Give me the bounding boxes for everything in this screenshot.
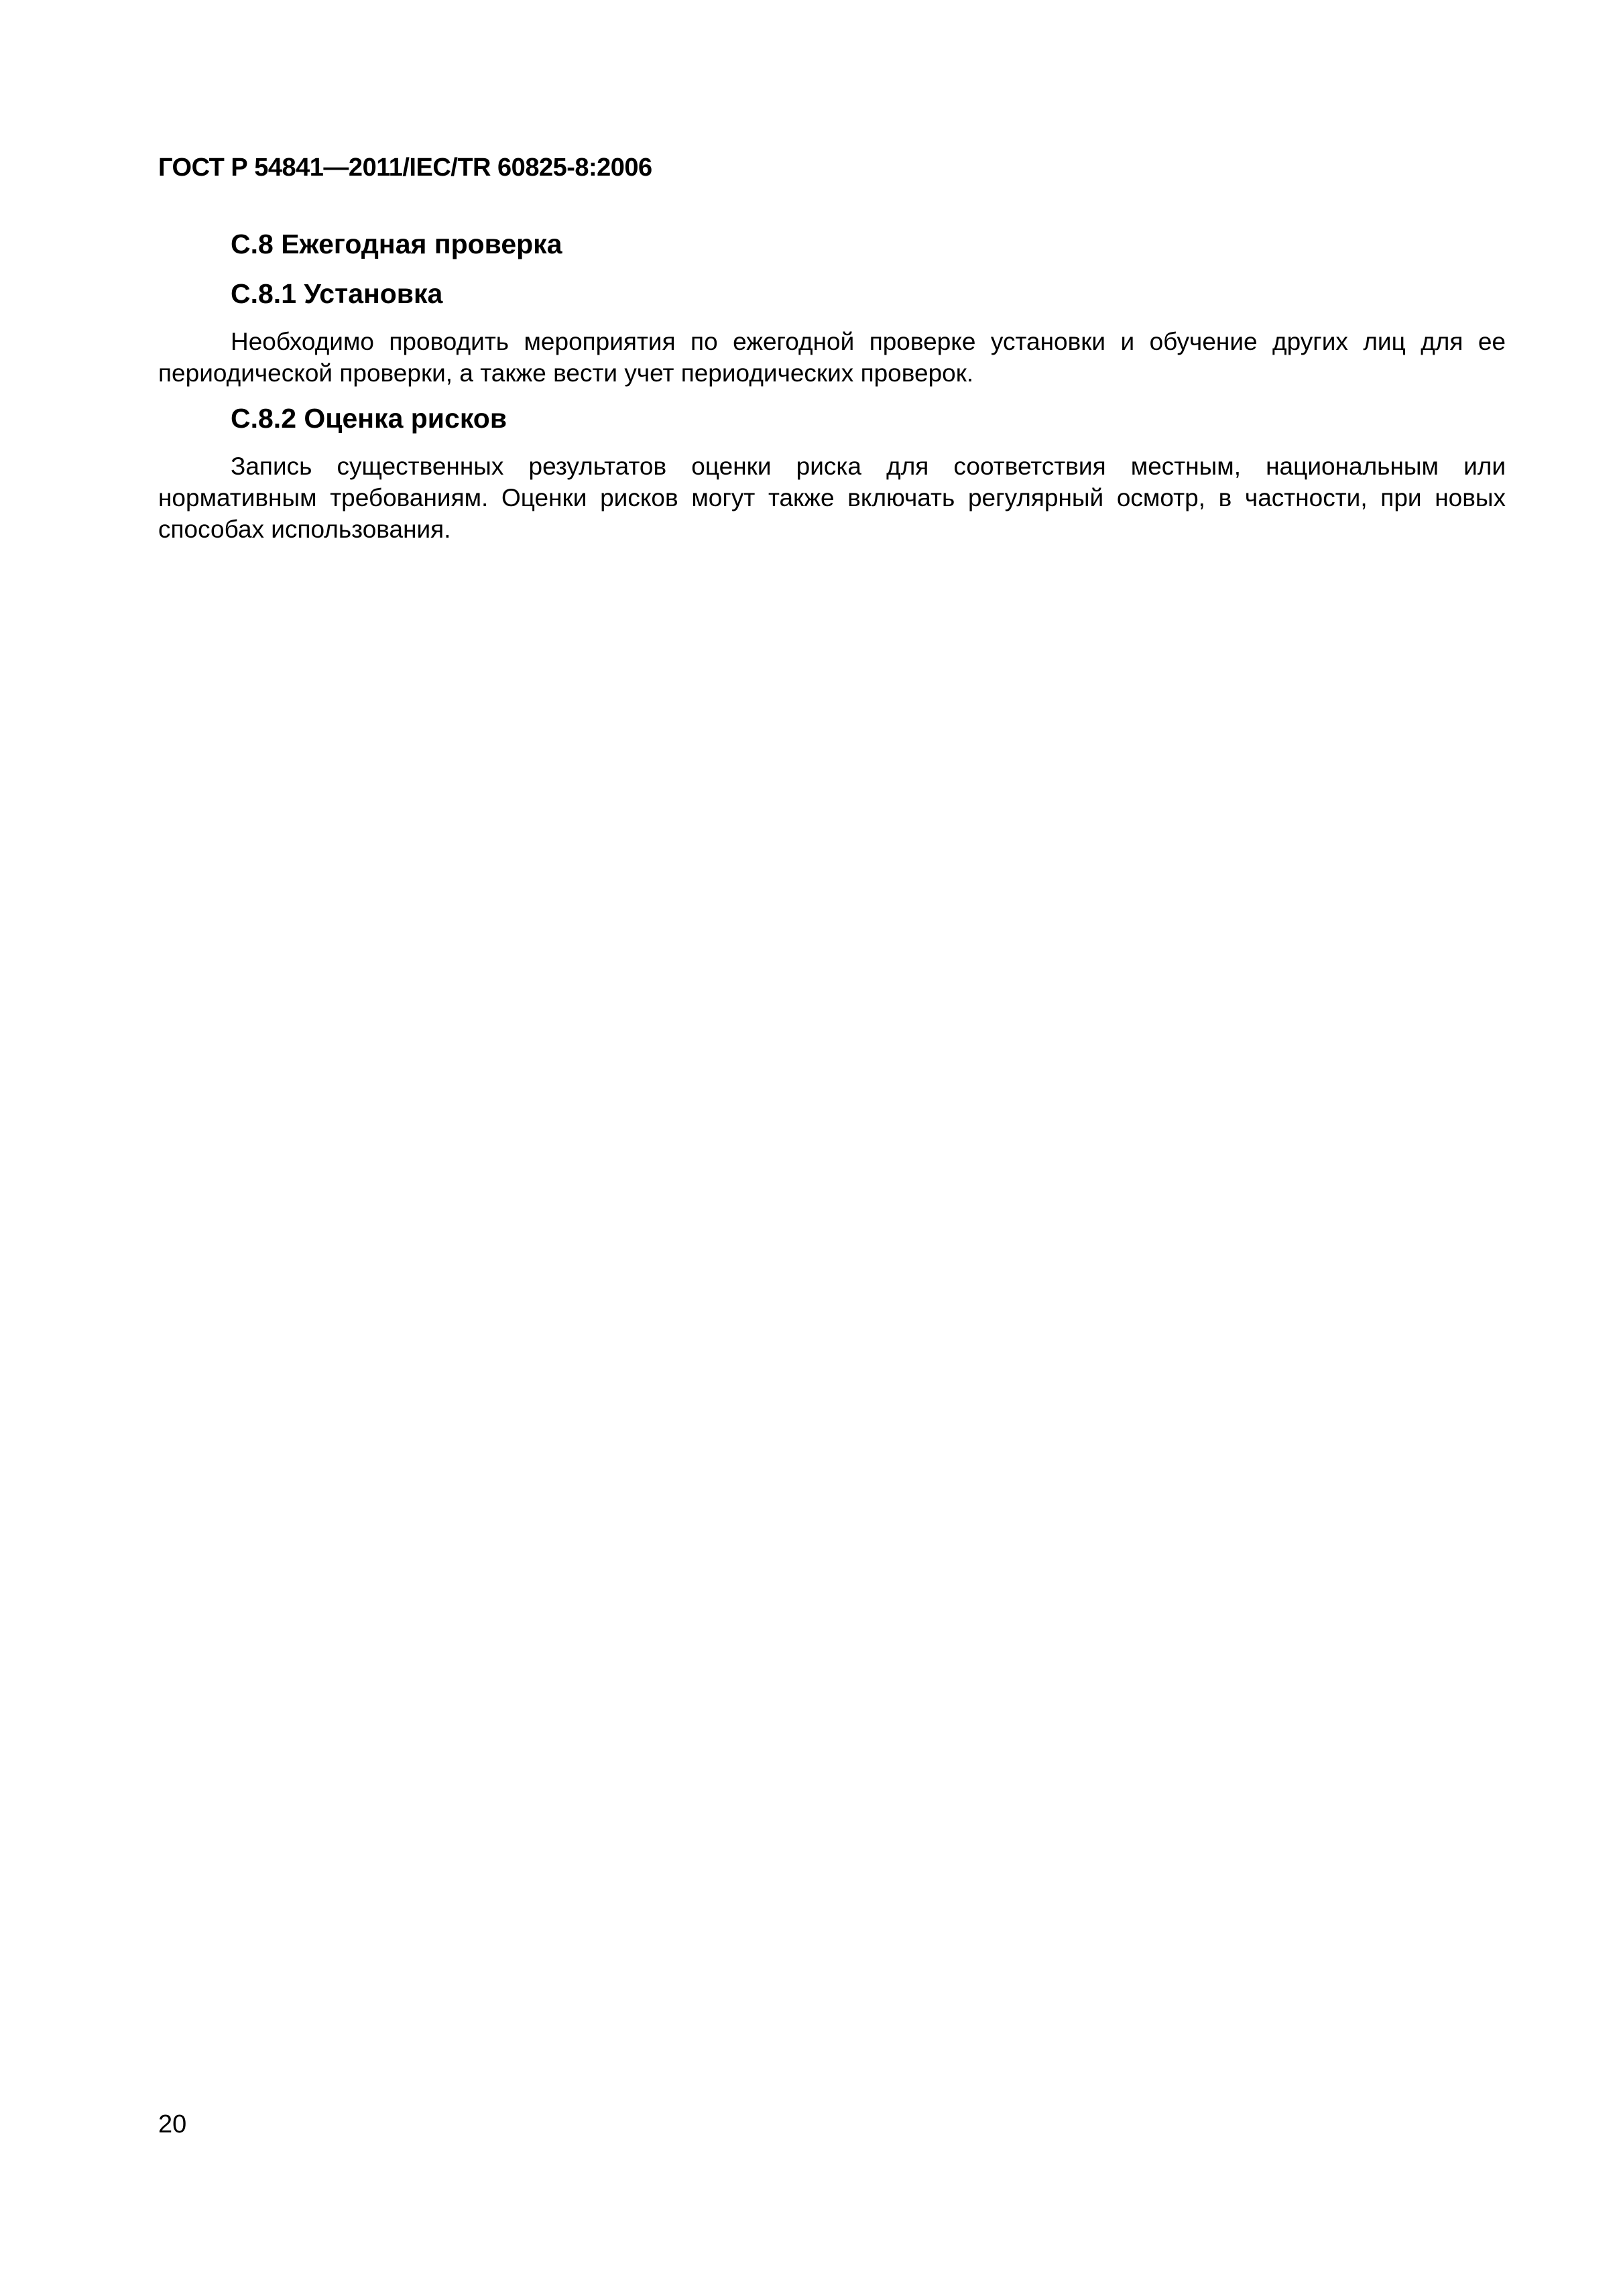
section-paragraph-c8-2: Запись существенных результатов оценки риска для соответствия местным, национальным или нормативным требованиям. Оценки рисков могут также включать регулярный осмотр, в частности, при новых способах использования. — [158, 452, 1506, 543]
standard-number-header: ГОСТ Р 54841—2011/IEC/TR 60825-8:2006 — [158, 154, 652, 182]
section-paragraph-c8-1: Необходимо проводить мероприятия по ежегодной проверке установки и обучение других лиц для ее периодической проверки, а также вести учет периодических проверок. — [158, 328, 1506, 387]
document-body — [158, 227, 1506, 557]
section-heading-c8-1: С.8.1 Установка — [231, 278, 443, 309]
section-heading-c8: С.8 Ежегодная проверка — [231, 229, 562, 259]
page-number: 20 — [158, 2110, 187, 2138]
section-heading-c8-2: С.8.2 Оценка рисков — [231, 403, 507, 434]
